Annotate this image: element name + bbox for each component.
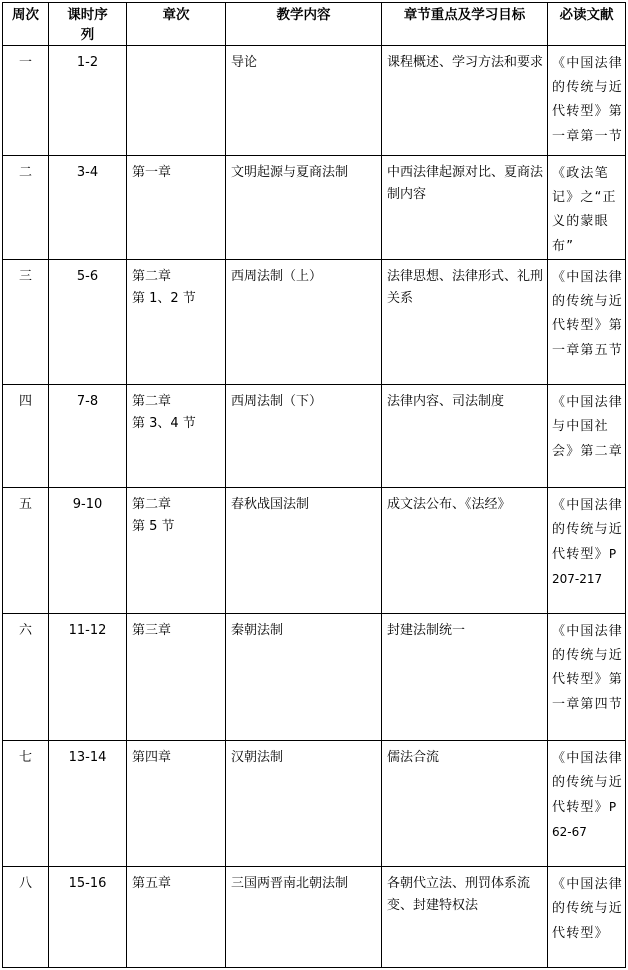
header-week: 周次 xyxy=(3,3,49,46)
header-lesson-line1: 课时序 xyxy=(67,7,108,23)
content-cell: 汉朝法制 xyxy=(231,750,284,765)
week-cell: 五 xyxy=(18,497,32,512)
goals-cell: 儒法合流 xyxy=(387,750,440,765)
chapter-cell: 第二章 xyxy=(132,394,172,409)
table-row xyxy=(3,488,626,614)
chapter-cell: 第四章 xyxy=(132,750,172,765)
goals-cell: 中西法律起源对比、夏商法制内容 xyxy=(387,165,544,202)
week-cell: 八 xyxy=(18,876,32,891)
header-goals: 章节重点及学习目标 xyxy=(382,3,548,46)
chapter-sub-cell: 第 1、2 节 xyxy=(132,291,196,306)
goals-cell: 法律思想、法律形式、礼刑关系 xyxy=(387,269,544,306)
syllabus-table xyxy=(2,2,626,968)
week-cell: 二 xyxy=(18,165,32,180)
chapter-cell: 第二章 xyxy=(132,497,172,512)
content-cell: 秦朝法制 xyxy=(231,623,284,638)
lesson-cell: 13-14 xyxy=(68,750,107,765)
table-row xyxy=(3,156,626,260)
lesson-cell: 5-6 xyxy=(76,269,99,284)
content-cell: 西周法制（下） xyxy=(231,394,323,409)
header-content: 教学内容 xyxy=(226,3,382,46)
lesson-cell: 1-2 xyxy=(76,55,99,70)
chapter-cell: 第五章 xyxy=(132,876,172,891)
reading-cell: 《中国法律的传统与近代转型》第一章第一节 xyxy=(552,56,624,144)
table-row xyxy=(3,385,626,488)
goals-cell: 成文法公布、《法经》 xyxy=(387,497,511,512)
header-lesson-line2: 列 xyxy=(80,27,95,43)
lesson-cell: 7-8 xyxy=(76,394,99,409)
reading-cell: 《政法笔记》之“正义的蒙眼布” xyxy=(552,166,617,254)
week-cell: 七 xyxy=(18,750,32,765)
header-lesson xyxy=(49,3,127,46)
week-cell: 三 xyxy=(18,269,32,284)
chapter-sub-cell: 第 5 节 xyxy=(132,519,175,534)
chapter-sub-cell: 第 3、4 节 xyxy=(132,416,196,431)
reading-cell: 《中国法律的传统与近代转型》 xyxy=(552,877,624,941)
content-cell: 春秋战国法制 xyxy=(231,497,310,512)
lesson-cell: 11-12 xyxy=(68,623,107,638)
reading-cell: 《中国法律的传统与近代转型》第一章第四节 xyxy=(552,624,624,712)
table-row xyxy=(3,867,626,968)
lesson-cell: 9-10 xyxy=(72,497,103,512)
content-cell: 西周法制（上） xyxy=(231,269,323,284)
header-reading: 必读文献 xyxy=(548,3,626,46)
week-cell: 一 xyxy=(18,55,32,70)
week-cell: 六 xyxy=(18,623,32,638)
lesson-cell: 3-4 xyxy=(76,165,99,180)
lesson-cell: 15-16 xyxy=(68,876,107,891)
reading-pages: P207-217 xyxy=(552,547,617,586)
content-cell: 导论 xyxy=(231,55,258,70)
reading-cell: 《中国法律的传统与近代转型》 xyxy=(552,498,624,562)
table-row xyxy=(3,260,626,385)
reading-cell: 《中国法律的传统与近代转型》第一章第五节 xyxy=(552,270,624,358)
goals-cell: 课程概述、学习方法和要求 xyxy=(387,55,544,70)
content-cell: 三国两晋南北朝法制 xyxy=(231,876,349,891)
content-cell: 文明起源与夏商法制 xyxy=(231,165,349,180)
goals-cell: 各朝代立法、刑罚体系流变、封建特权法 xyxy=(387,876,531,913)
header-row xyxy=(3,3,626,46)
goals-cell: 法律内容、司法制度 xyxy=(387,394,505,409)
table-row xyxy=(3,614,626,741)
reading-cell: 《中国法律与中国社会》第二章 xyxy=(552,395,624,459)
chapter-cell: 第二章 xyxy=(132,269,172,284)
goals-cell: 封建法制统一 xyxy=(387,623,466,638)
week-cell: 四 xyxy=(18,394,32,409)
chapter-cell: 第三章 xyxy=(132,623,172,638)
chapter-cell: 第一章 xyxy=(132,165,172,180)
reading-pages: P62-67 xyxy=(552,800,617,839)
reading-cell: 《中国法律的传统与近代转型》 xyxy=(552,751,624,815)
table-row xyxy=(3,46,626,156)
header-chapter: 章次 xyxy=(127,3,226,46)
table-row xyxy=(3,741,626,867)
